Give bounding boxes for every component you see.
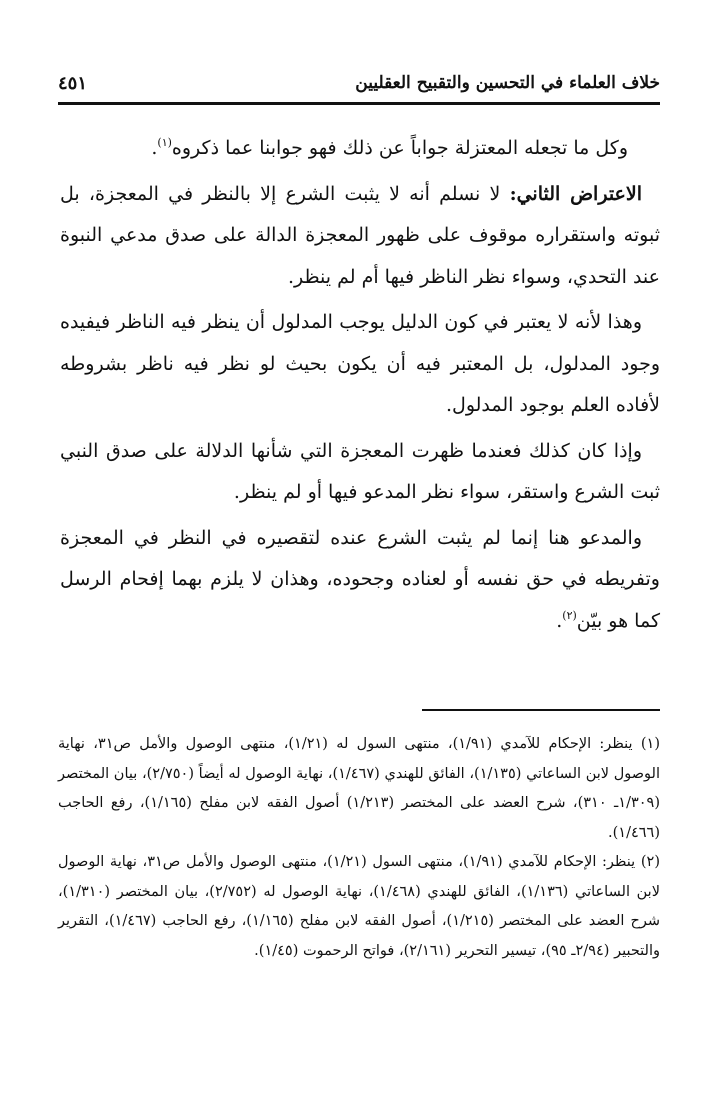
footnote-1: (١) ينظر: الإحكام للآمدي (١/٩١)، منتهى السول له (١/٢١)، منتهى الوصول والأمل ص٣١، نهاية الوصول لابن الساعاتي (١/١٣٥)، الفائق للهندي (١/٤٦٧)، نهاية الوصول له أيضاً (٢/٧٥٠)، بيان المختصر (١/٣٠٩ـ ٣١٠)، شرح العضد على المختصر (١/٢١٣) أصول الفقه لابن مفلح (١/١٦٥)، رفع الحاجب (١/٤٦٦). [58,736,661,841]
footnote-marker-1: (١) [157,136,172,149]
paragraph-5 [60,518,660,643]
paragraph-1-tail: . [151,137,158,159]
header-rule [58,102,660,105]
running-header [58,66,660,100]
footnote-2: (٢) ينظر: الإحكام للآمدي (١/٩١)، منتهى السول (١/٢١)، منتهى الوصول والأمل ص٣١، نهاية الوصول لابن الساعاتي (١/١٣٦)، الفائق للهندي (١/٤٦٨)، نهاية الوصول له (٢/٧٥٢)، بيان المختصر (١/٣١٠)، شرح العضد على المختصر (١/٢١٥)، أصول الفقه لابن مفلح (١/١٦٥)، رفع الحاجب (١/٤٦٧)، التقرير والتحبير (٢/٩٤ـ ٩٥)، تيسير التحرير (٢/١٦١)، فواتح الرحموت (١/٤٥). [58,854,660,959]
paragraph-1 [60,128,660,170]
paragraph-2-text: لا نسلم أنه لا يثبت الشرع إلا بالنظر في المعجزة، بل ثبوته واستقراره موقوف على ظهور المعجزة الدالة على صدق مدعي النبوة عند التحدي، وسواء نظر الناظر فيها أم لم ينظر. [60,182,660,288]
paragraph-2 [60,174,660,299]
footnotes [58,730,660,966]
objection-heading: الاعتراض الثاني: [509,182,643,205]
footnote-separator [422,709,660,711]
paragraph-5-text: والمدعو هنا إنما لم يثبت الشرع عنده لتقصيره في النظر في المعجزة وتفريطه في حق نفسه أو لعناده وجحوده، وهذان لا يلزم بهما إفحام الرسل كما هو بيّن [60,526,660,632]
paragraph-1-text: وكل ما تجعله المعتزلة جواباً عن ذلك فهو جوابنا عما ذكروه [171,137,628,159]
page-number: ٤٥١ [58,72,88,94]
paragraph-4 [60,431,660,514]
body-text [60,128,660,646]
paragraph-4-text: وإذا كان كذلك فعندما ظهرت المعجزة التي شأنها الدلالة على صدق النبي ثبت الشرع واستقر، سواء نظر المدعو فيها أو لم ينظر. [60,439,660,503]
paragraph-3 [60,302,660,427]
footnote-marker-2: (٢) [562,608,577,622]
paragraph-5-tail: . [556,609,563,632]
running-title: خلاف العلماء في التحسين والتقبيح العقليين [355,73,660,93]
paragraph-3-text: وهذا لأنه لا يعتبر في كون الدليل يوجب المدلول أن ينظر فيه الناظر فيفيده وجود المدلول، بل المعتبر فيه أن يكون بحيث لو نظر فيه ناظر بشروطه لأفاده العلم بوجود المدلول. [60,311,660,416]
